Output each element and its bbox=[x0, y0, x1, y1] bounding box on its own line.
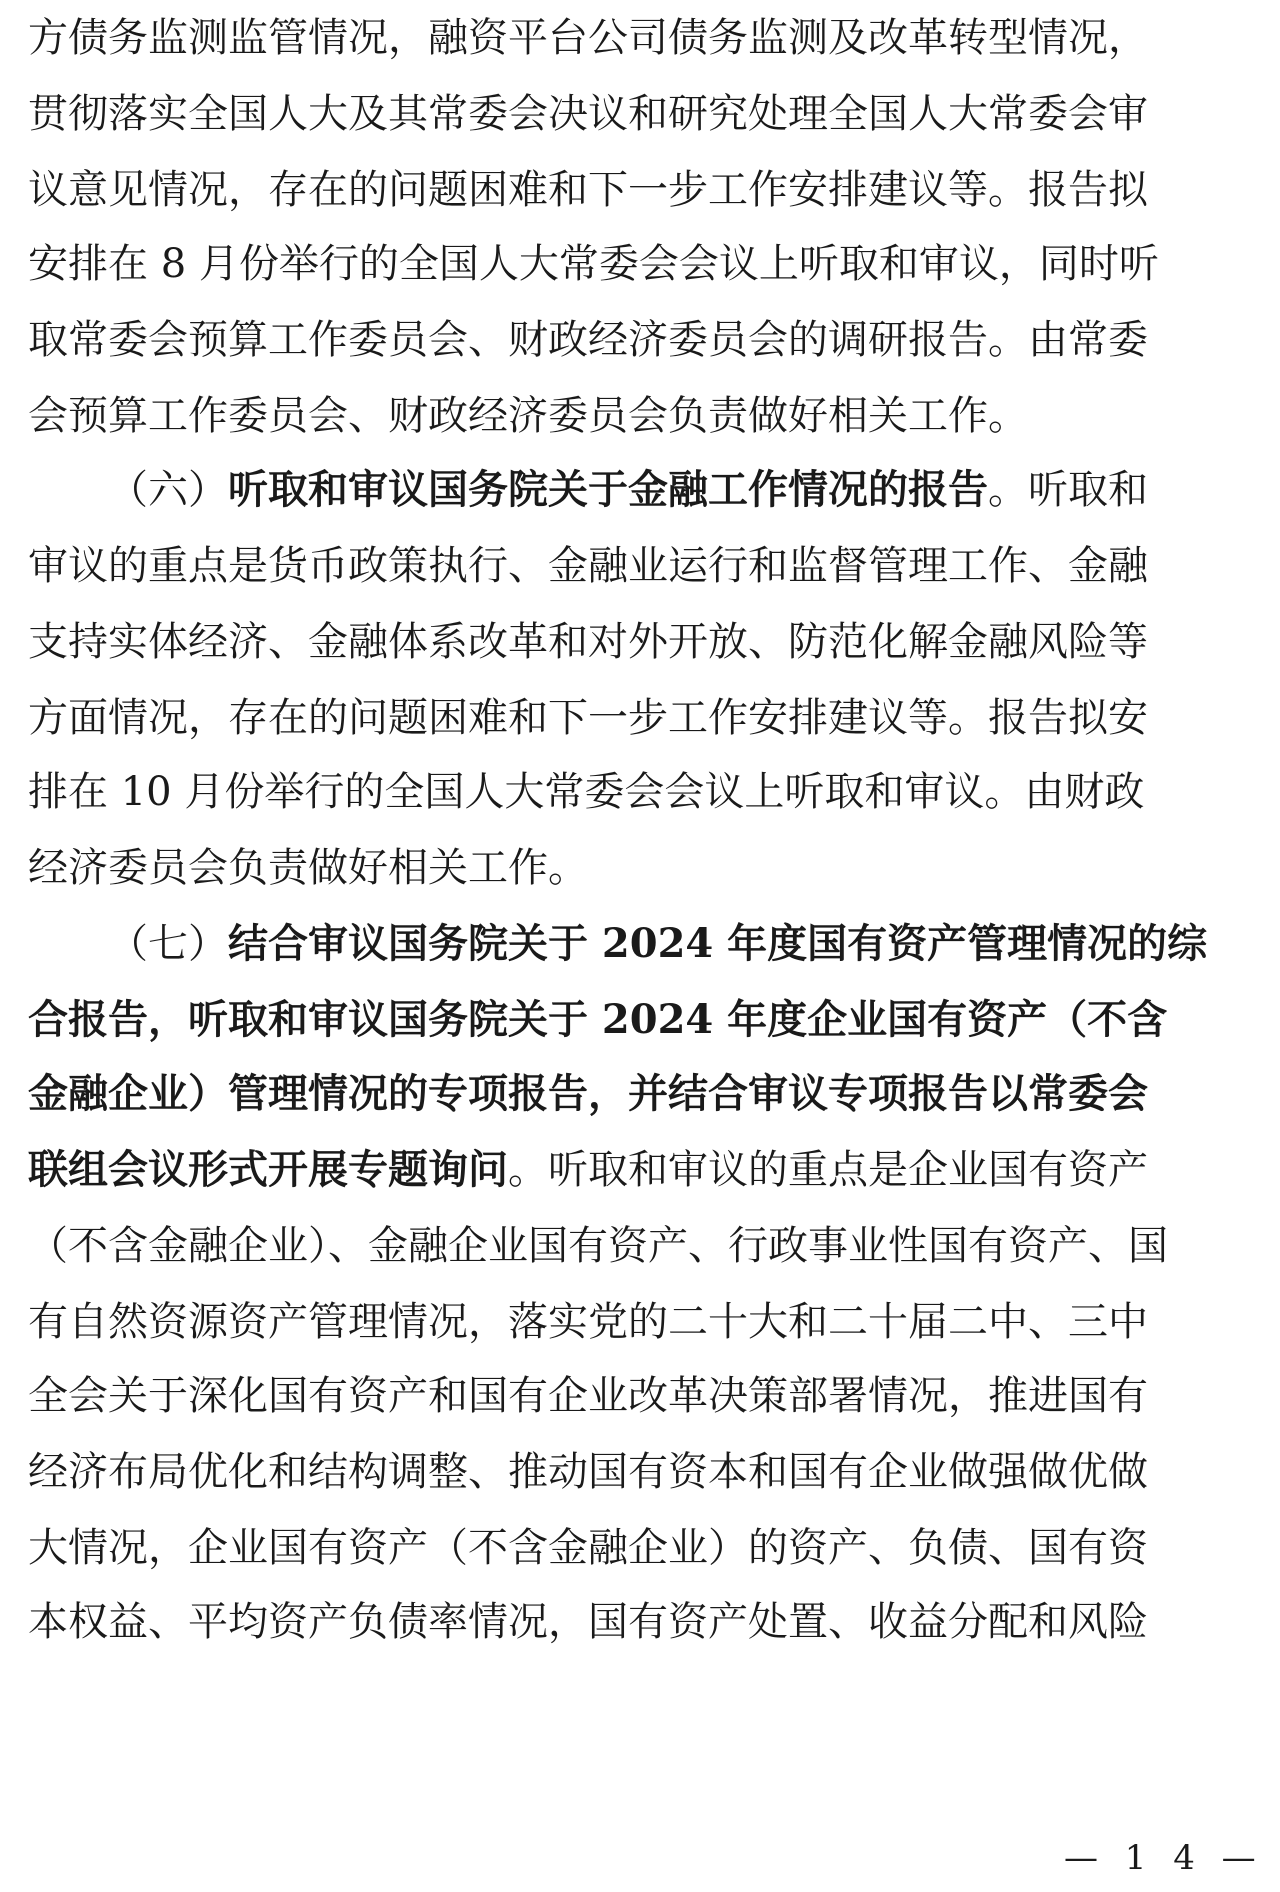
text-run: 。听取和 bbox=[988, 467, 1148, 513]
text-line: 大情况，企业国有资产（不含金融企业）的资产、负债、国有资 bbox=[28, 1525, 1148, 1571]
section-heading: 听取和审议国务院关于金融工作情况的报告 bbox=[228, 466, 988, 513]
text-line: 审议的重点是货币政策执行、金融业运行和监督管理工作、金融 bbox=[28, 543, 1148, 589]
text-line: 取常委会预算工作委员会、财政经济委员会的调研报告。由常委 bbox=[28, 317, 1148, 363]
section-heading: 结合审议国务院关于 2024 年度国有资产管理情况的综 bbox=[228, 920, 1208, 967]
text-line: 本权益、平均资产负债率情况，国有资产处置、收益分配和风险 bbox=[28, 1599, 1148, 1645]
text-line: 安排在 8 月份举行的全国人大常委会会议上听取和审议，同时听 bbox=[28, 241, 1159, 287]
text-line: 议意见情况，存在的问题困难和下一步工作安排建议等。报告拟 bbox=[28, 167, 1148, 213]
section-number: （六） bbox=[108, 467, 228, 513]
page-number: — 1 4 — bbox=[1064, 1838, 1264, 1878]
text-line: 排在 10 月份举行的全国人大常委会会议上听取和审议。由财政 bbox=[28, 769, 1145, 815]
text-line: 方债务监测监管情况，融资平台公司债务监测及改革转型情况， bbox=[28, 15, 1148, 61]
text-run: 。听取和审议的重点是企业国有资产 bbox=[508, 1147, 1148, 1193]
section-heading: 联组会议形式开展专题询问 bbox=[28, 1146, 508, 1193]
text-line: 支持实体经济、金融体系改革和对外开放、防范化解金融风险等 bbox=[28, 619, 1148, 665]
text-line: 会预算工作委员会、财政经济委员会负责做好相关工作。 bbox=[28, 393, 1028, 439]
text-line: 贯彻落实全国人大及其常委会决议和研究处理全国人大常委会审 bbox=[28, 91, 1148, 137]
text-line: （不含金融企业）、金融企业国有资产、行政事业性国有资产、国 bbox=[28, 1223, 1168, 1269]
paragraph-six-heading-line bbox=[28, 466, 1252, 514]
section-heading-line: 金融企业）管理情况的专项报告，并结合审议专项报告以常委会 bbox=[28, 1070, 1148, 1117]
text-line: 有自然资源资产管理情况，落实党的二十大和二十届二中、三中 bbox=[28, 1299, 1148, 1345]
section-number: （七） bbox=[108, 921, 228, 967]
text-line: 方面情况，存在的问题困难和下一步工作安排建议等。报告拟安 bbox=[28, 695, 1148, 741]
paragraph-seven-heading-line bbox=[28, 920, 1252, 968]
text-line: 全会关于深化国有资产和国有企业改革决策部署情况，推进国有 bbox=[28, 1373, 1148, 1419]
text-line: 经济布局优化和结构调整、推动国有资本和国有企业做强做优做 bbox=[28, 1449, 1148, 1495]
section-heading-line bbox=[28, 1146, 1252, 1194]
section-heading-line: 合报告，听取和审议国务院关于 2024 年度企业国有资产（不含 bbox=[28, 996, 1168, 1043]
text-line: 经济委员会负责做好相关工作。 bbox=[28, 845, 588, 891]
